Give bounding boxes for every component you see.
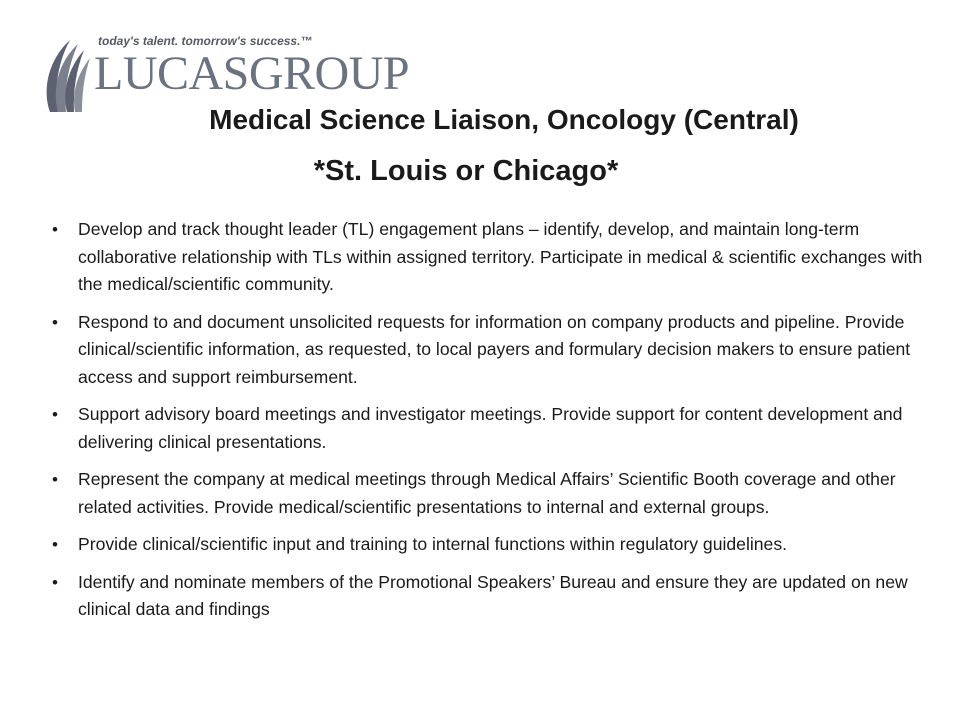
list-item: [48, 531, 928, 559]
company-logo: [40, 34, 410, 114]
page-title: Medical Science Liaison, Oncology (Central): [209, 104, 799, 135]
logo-tagline: today's talent. tomorrow's success.™: [98, 34, 313, 48]
bullet-icon: •: [52, 220, 58, 239]
bullet-text: Support advisory board meetings and investigator meetings. Provide support for content development and delivering clinical presentations.: [78, 404, 903, 452]
bullet-text: Represent the company at medical meetings through Medical Affairs’ Scientific Booth coverage and other related activities. Provide medical/scientific presentations to internal and external groups.: [78, 469, 896, 517]
bullet-icon: •: [52, 572, 58, 592]
bullet-text: Identify and nominate members of the Promotional Speakers’ Bureau and ensure they are updated on new clinical data and findings: [78, 571, 908, 619]
bullet-icon: •: [52, 470, 58, 489]
responsibilities-list: [48, 216, 928, 634]
logo-swoosh-icon: [40, 38, 96, 114]
bullet-icon: •: [52, 535, 58, 554]
logo-wordmark: LUCASGROUP: [94, 47, 410, 100]
bullet-text: Develop and track thought leader (TL) engagement plans – identify, develop, and maintain long-term collaborative relationship with TLs within assigned territory. Participate in medical & scientific exchanges with the medical/scientific community.: [78, 219, 923, 294]
location-subtitle: *St. Louis or Chicago*: [313, 155, 619, 187]
bullet-icon: •: [52, 312, 58, 332]
bullet-icon: •: [52, 405, 58, 424]
list-item: [48, 466, 928, 521]
list-item: [48, 216, 928, 299]
bullet-text: Respond to and document unsolicited requests for information on company products and pipeline. Provide clinical/scientific information, as requested, to local payers and formulary decision makers to ensure patient access and support reimbursement.: [78, 311, 911, 387]
list-item: [48, 309, 928, 392]
list-item: [48, 401, 928, 456]
bullet-text: Provide clinical/scientific input and training to internal functions within regulatory guidelines.: [78, 534, 788, 554]
list-item: [48, 569, 928, 624]
